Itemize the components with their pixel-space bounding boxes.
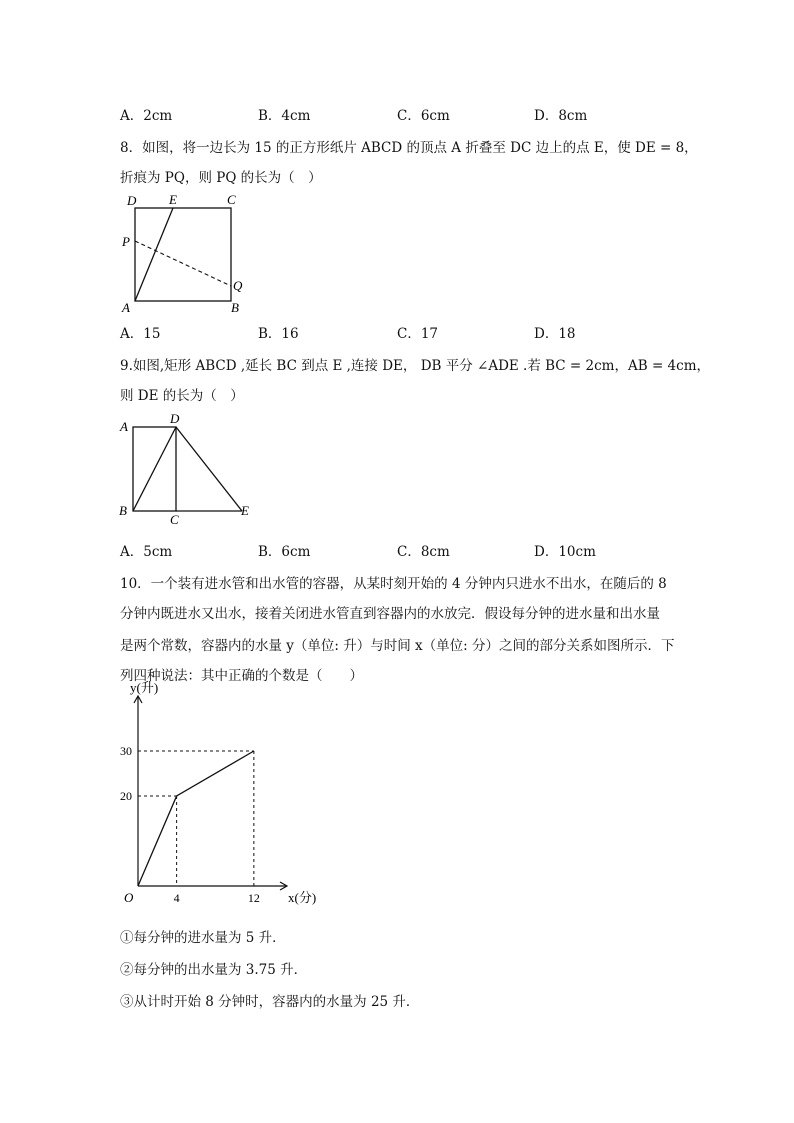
label-b: B: [231, 300, 239, 315]
q8-option-b: B．16: [258, 326, 299, 342]
y-tick-label: 30: [120, 744, 132, 758]
q9-option-a: A．5cm: [120, 544, 173, 560]
label-a: A: [122, 300, 130, 315]
q8-option-c: C．17: [397, 326, 439, 342]
series-line-water: [138, 751, 254, 886]
fold-line-pq: [135, 241, 231, 286]
q9-option-b: B．6cm: [258, 544, 311, 560]
label-e: E: [241, 503, 249, 518]
segment-bd: [133, 427, 176, 511]
q10-chart: [110, 680, 317, 910]
q9-figure: [110, 410, 270, 530]
q10-stem-line4: 列四种说法：其中正确的个数是（ ）: [120, 668, 363, 684]
y-tick-label: 20: [120, 789, 132, 803]
q10-stem-line3: 是两个常数，容器内的水量 y（单位: 升）与时间 x（单位: 分）之间的部分关系如图所示．下: [120, 638, 675, 654]
q8-option-a: A．15: [120, 326, 161, 342]
q10-stem-line1: 10．一个装有进水管和出水管的容器，从某时刻开始的 4 分钟内只进水不出水，在随后的 8: [120, 576, 667, 592]
label-q: Q: [233, 278, 243, 293]
label-c: C: [227, 192, 236, 207]
q8-option-d: D．18: [534, 326, 576, 342]
q9-stem-line2: 则 DE 的长为（ ）: [120, 388, 244, 404]
label-b: B: [119, 503, 127, 518]
q8-figure: [110, 188, 270, 318]
q9-stem-line1: 9.如图,矩形 ABCD ,延长 BC 到点 E ,连接 DE， DB 平分 ∠ADE .若 BC = 2cm，AB = 4cm，: [120, 358, 710, 374]
q9-option-d: D．10cm: [534, 544, 596, 560]
label-e: E: [169, 192, 177, 207]
label-p: P: [122, 234, 130, 249]
square-abcd: [135, 208, 231, 301]
q10-statement-2: ②每分钟的出水量为 3.75 升．: [120, 962, 308, 978]
label-d: D: [127, 193, 137, 208]
q7-option-c: C．6cm: [397, 108, 450, 124]
q10-statement-1: ①每分钟的进水量为 5 升．: [120, 930, 286, 946]
origin-label: O: [124, 890, 134, 905]
y-axis-label: y(升): [130, 680, 159, 695]
q8-stem-line2: 折痕为 PQ，则 PQ 的长为（ ）: [120, 170, 322, 186]
label-d: D: [170, 411, 180, 426]
x-tick-label: 4: [173, 891, 180, 905]
q9-option-c: C．8cm: [397, 544, 450, 560]
q7-option-d: D．8cm: [534, 108, 588, 124]
q8-stem-line1: 8．如图，将一边长为 15 的正方形纸片 ABCD 的顶点 A 折叠至 DC 边上的点 E，使 DE = 8，: [120, 140, 698, 156]
q10-statement-3: ③从计时开始 8 分钟时，容器内的水量为 25 升．: [120, 994, 420, 1010]
q7-option-a: A．2cm: [120, 108, 173, 124]
x-axis-label: x(分): [288, 890, 317, 905]
segment-de: [176, 427, 242, 511]
label-c: C: [170, 512, 179, 527]
label-a: A: [120, 419, 128, 434]
q10-stem-line2: 分钟内既进水又出水，接着关闭进水管直到容器内的水放完．假设每分钟的进水量和出水量: [120, 606, 660, 622]
segment-ae: [135, 208, 173, 301]
x-tick-label: 12: [247, 891, 260, 905]
q7-option-b: B．4cm: [258, 108, 311, 124]
